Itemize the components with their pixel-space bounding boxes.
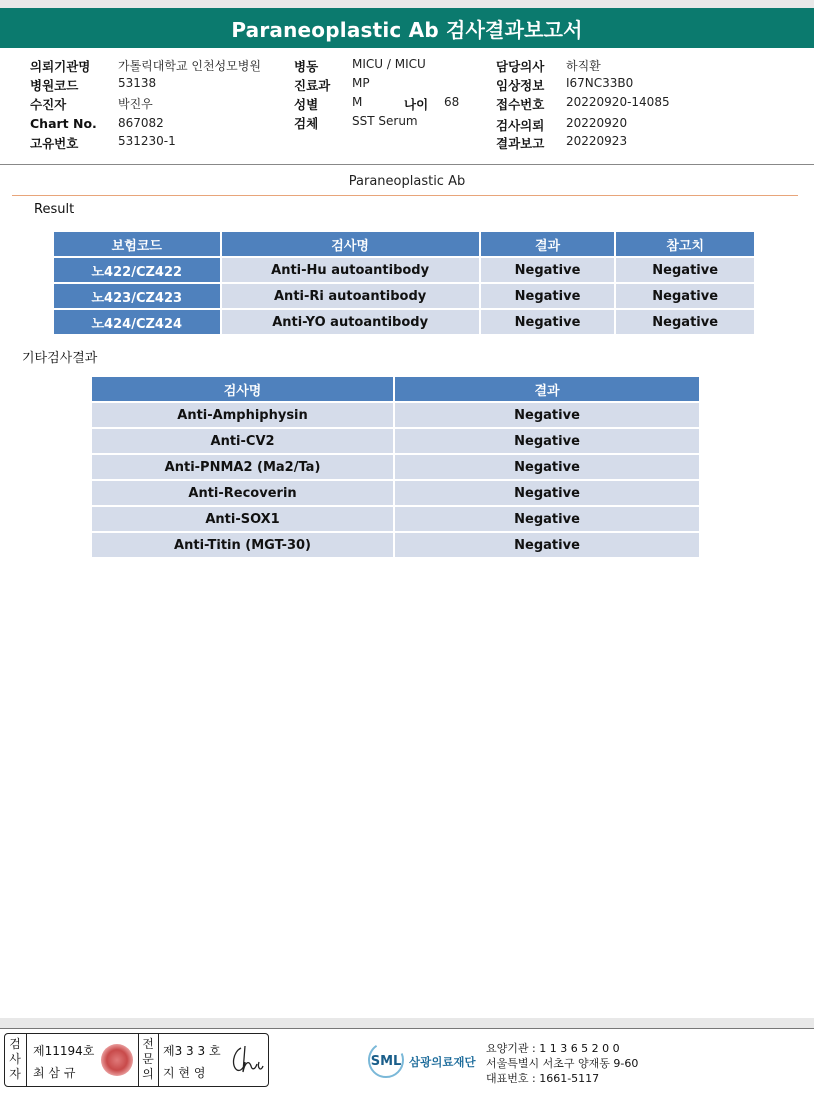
phone-number: 대표번호 : 1661-5117 [486,1072,600,1085]
cell-test-name: Anti-YO autoantibody [221,309,480,335]
info-label: 임상정보 [496,78,545,93]
divider [158,1034,159,1086]
cell-test-name: Anti-Titin (MGT-30) [91,532,394,558]
table-row [91,428,700,454]
cell-result: Negative [394,506,700,532]
cell-reference: Negative [615,283,755,309]
info-label: 병동 [294,59,319,74]
cell-code: 노424/CZ424 [53,309,221,335]
cell-test-name: Anti-SOX1 [91,506,394,532]
info-label: 결과보고 [496,136,545,151]
info-value: M [352,95,363,109]
cell-result: Negative [480,257,616,283]
divider-orange [12,195,798,196]
signature-box [4,1033,269,1087]
info-value: SST Serum [352,114,418,128]
divider [138,1034,139,1086]
table-row [53,309,755,335]
col-header-reference: 참고치 [615,231,755,257]
info-value: 20220920 [566,116,628,130]
table-row [91,480,700,506]
info-value: 20220920-14085 [566,95,670,109]
result-table [52,230,756,336]
cell-code: 노423/CZ423 [53,283,221,309]
sml-logo-icon [366,1040,406,1080]
info-value: 20220923 [566,134,628,148]
cell-test-name: Anti-Ri autoantibody [221,283,480,309]
cell-result: Negative [394,480,700,506]
info-label: 고유번호 [30,136,79,151]
col-header-result: 결과 [480,231,616,257]
tester-number: 제11194호 [33,1044,95,1058]
cell-result: Negative [480,309,616,335]
cell-test-name: Anti-PNMA2 (Ma2/Ta) [91,454,394,480]
cell-code: 노422/CZ422 [53,257,221,283]
info-age-value: 68 [444,95,460,109]
footer-strip [0,1018,814,1028]
info-label: 담당의사 [496,59,545,74]
cell-reference: Negative [615,309,755,335]
info-value: MP [352,76,370,90]
info-label: 의뢰기관명 [30,59,91,74]
cell-result: Negative [394,532,700,558]
table-row [91,454,700,480]
info-value: 53138 [118,76,157,90]
col-header-test-name: 검사명 [91,376,394,402]
table-row [91,532,700,558]
info-label: 수진자 [30,97,67,112]
table-row [91,506,700,532]
table-row [53,283,755,309]
handwritten-signature [227,1042,265,1078]
table-header-row [53,231,755,257]
info-value: MICU / MICU [352,57,426,71]
org-name: 삼광의료재단 [409,1055,476,1069]
info-value: 가톨릭대학교 인천성모병원 [118,59,261,73]
info-label: 병원코드 [30,78,79,93]
report-subtitle: Paraneoplastic Ab [348,174,466,189]
institution-code: 요양기관 : 1 1 3 6 5 2 0 0 [486,1042,620,1055]
cell-test-name: Anti-Hu autoantibody [221,257,480,283]
info-label: 성별 [294,97,319,112]
info-label: 진료과 [294,78,331,93]
divider [0,164,814,165]
specialist-name: 지 현 영 [163,1066,206,1080]
info-label: Chart No. [30,116,97,131]
other-section-label: 기타검사결과 [22,351,98,366]
info-value: 867082 [118,116,164,130]
info-value: 박진우 [118,97,153,111]
footer-divider [0,1028,814,1029]
info-value: I67NC33B0 [566,76,634,90]
logo-text: SML [370,1054,402,1069]
cell-result: Negative [394,428,700,454]
info-age-label: 나이 [404,97,429,112]
col-header-test-name: 검사명 [221,231,480,257]
info-value: 531230-1 [118,134,176,148]
tester-name: 최 삼 규 [33,1066,76,1080]
info-label: 검사의뢰 [496,118,545,133]
result-section-label: Result [34,202,75,217]
cell-result: Negative [394,402,700,428]
divider [26,1034,27,1086]
col-header-result: 결과 [394,376,700,402]
top-strip [0,0,814,8]
table-header-row [91,376,700,402]
cell-result: Negative [480,283,616,309]
specialist-label: 전문의 [142,1037,154,1081]
cell-test-name: Anti-Amphiphysin [91,402,394,428]
table-row [91,402,700,428]
cell-test-name: Anti-CV2 [91,428,394,454]
info-value: 하직환 [566,59,601,73]
cell-test-name: Anti-Recoverin [91,480,394,506]
specialist-number: 제3 3 3 호 [163,1044,221,1058]
info-label: 접수번호 [496,97,545,112]
tester-label: 검사자 [9,1037,21,1081]
cell-result: Negative [394,454,700,480]
seal-stamp [101,1044,133,1076]
table-row [53,257,755,283]
patient-info [0,54,814,154]
info-label: 검체 [294,116,319,131]
cell-reference: Negative [615,257,755,283]
address: 서울특별시 서초구 양재동 9-60 [486,1057,639,1070]
report-title: Paraneoplastic Ab 검사결과보고서 [0,8,814,48]
other-results-table [90,375,701,559]
col-header-code: 보험코드 [53,231,221,257]
